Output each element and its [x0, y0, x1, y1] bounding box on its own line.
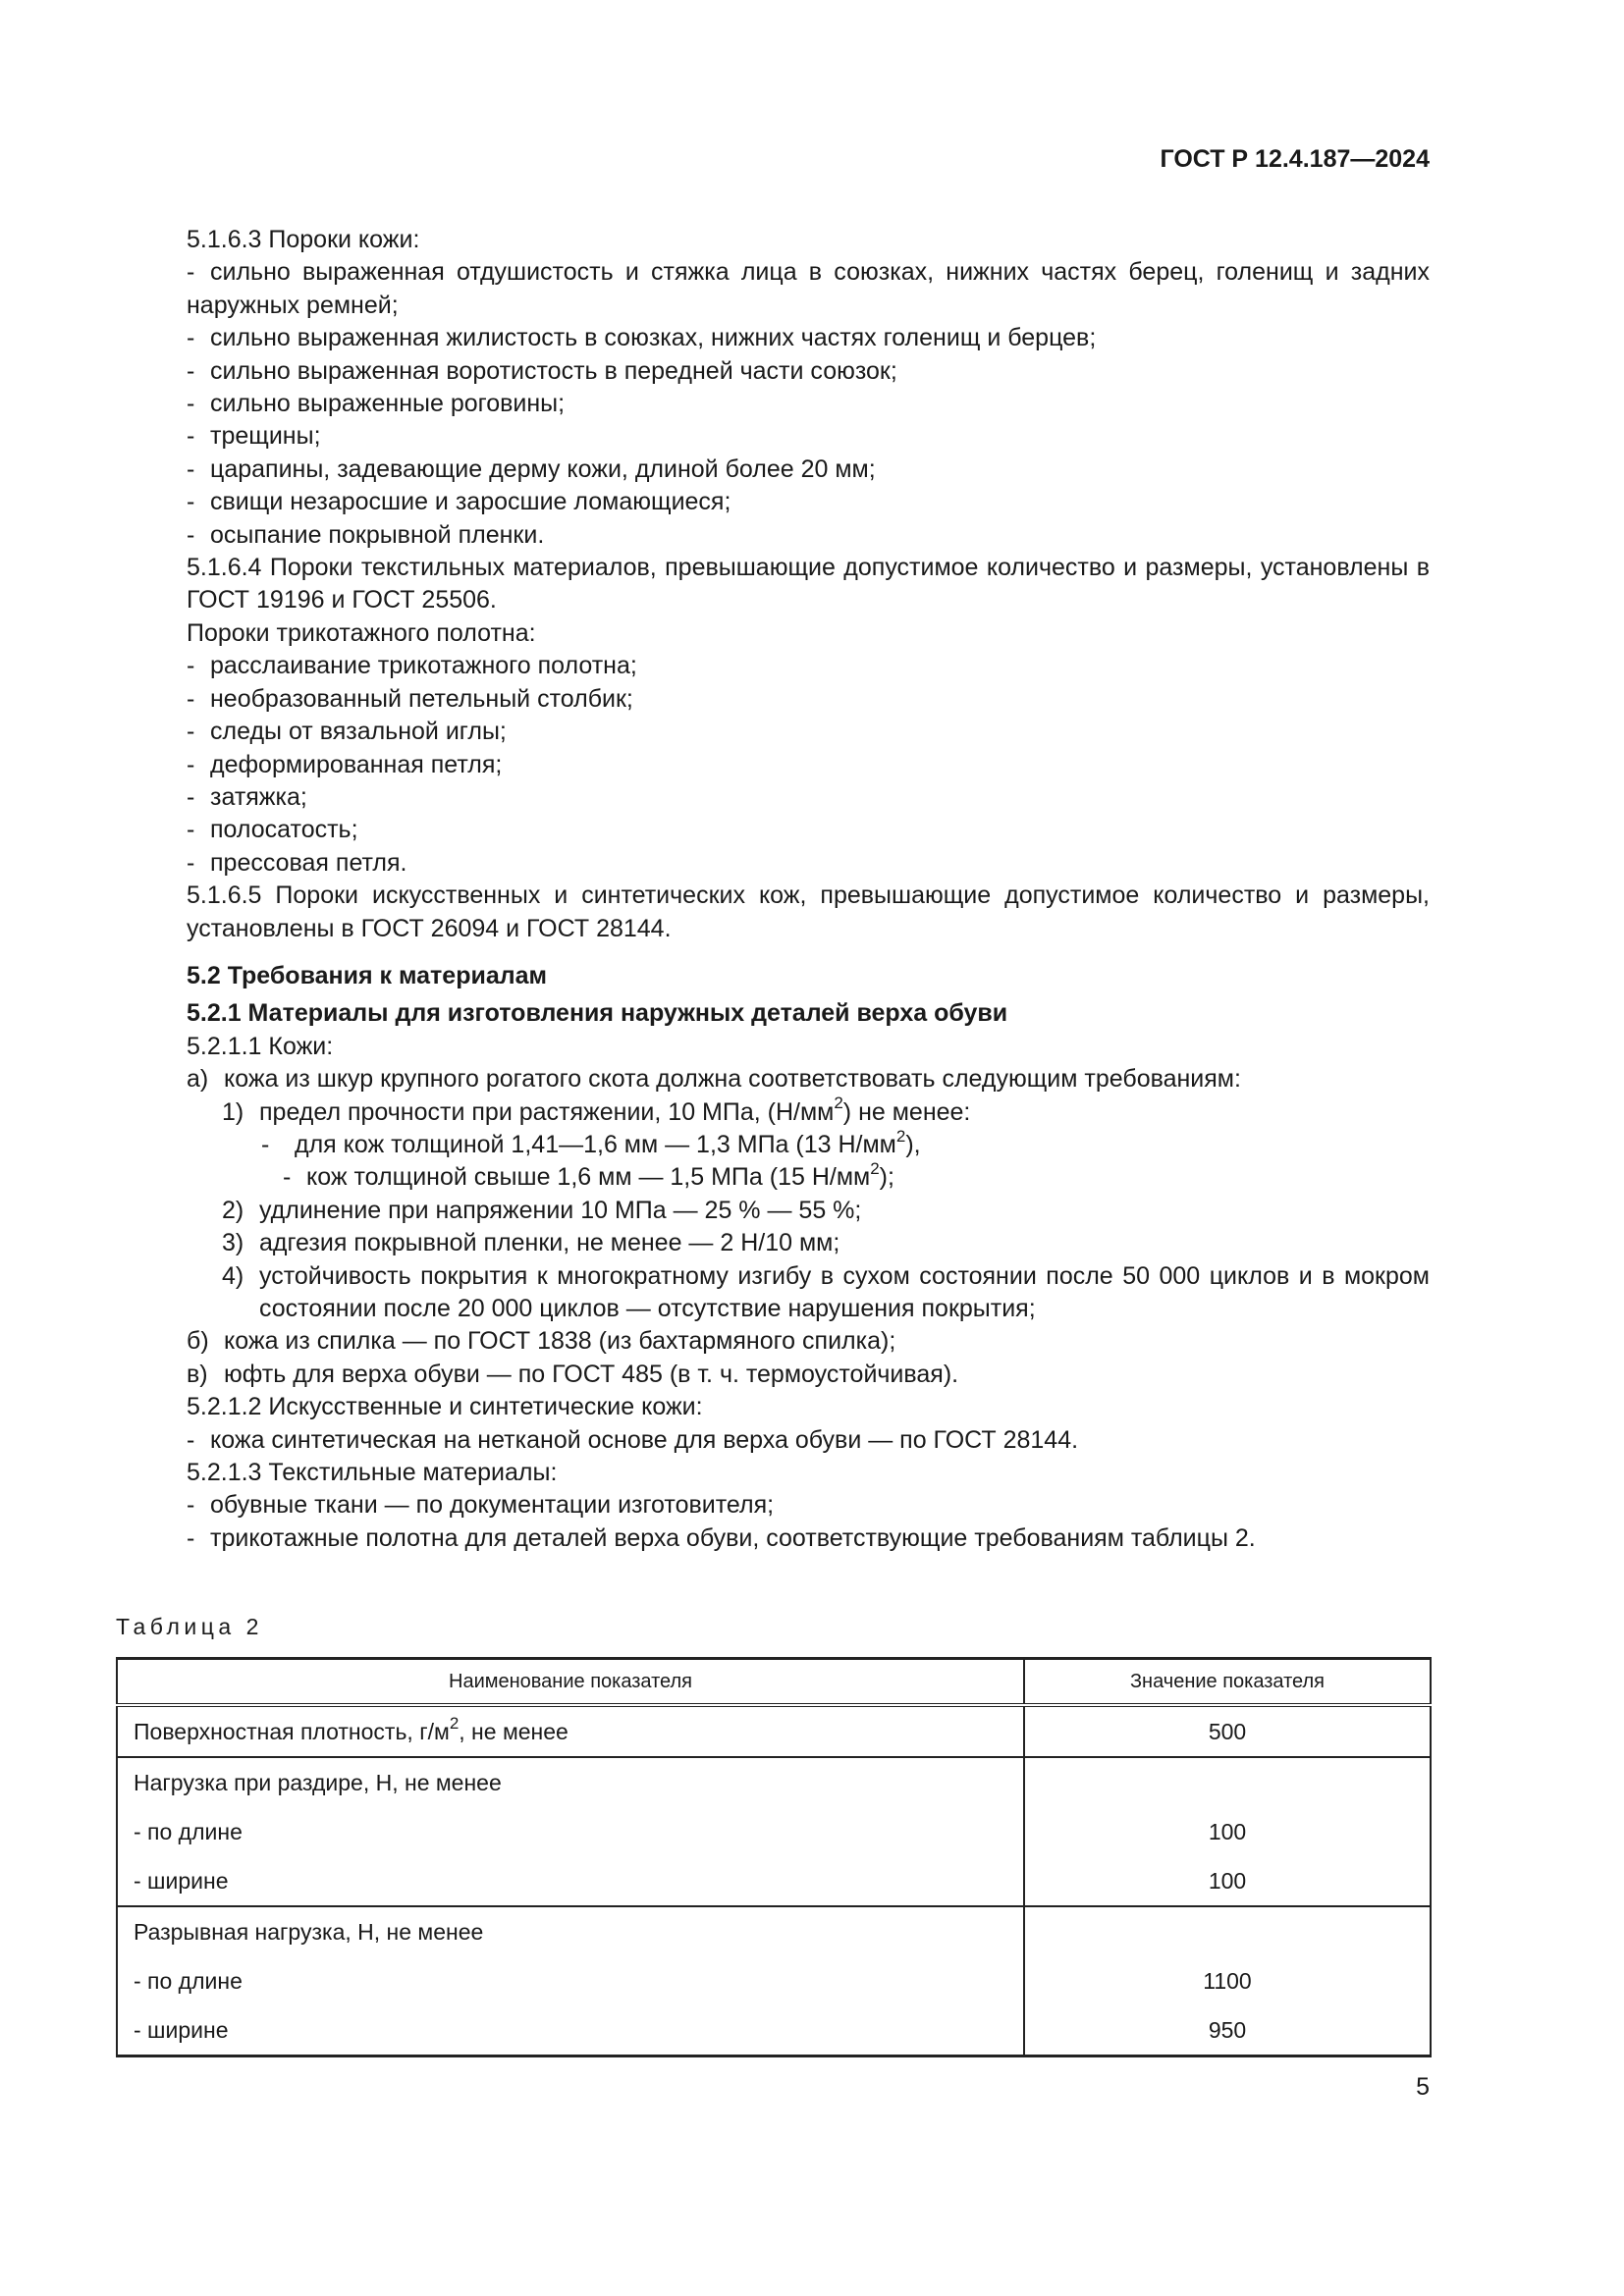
table-row	[117, 1807, 1431, 1856]
table-header-row	[117, 1659, 1431, 1706]
superscript: 2	[895, 1126, 906, 1146]
list-marker: б)	[187, 1327, 209, 1356]
table-cell-value: 1100	[1024, 1956, 1431, 2005]
list-text: адгезия покрывной пленки, не менее — 2 Н/10 мм;	[259, 1229, 840, 1257]
table-cell-label: - по длине	[117, 1807, 1024, 1856]
list-text	[259, 1096, 1430, 1129]
list-item: - деформированная петля;	[116, 749, 1430, 781]
table-row	[117, 1906, 1431, 1956]
clause-5211: 5.2.1.1 Кожи:	[187, 1032, 334, 1060]
numbered-item-3	[116, 1227, 1430, 1259]
list-marker: 1)	[222, 1097, 244, 1126]
list-item: - расслаивание трикотажного полотна;	[116, 650, 1430, 682]
clause-5164: 5.1.6.4 Пороки текстильных материалов, превышающие допустимое количество и размеры, установлены в ГОСТ 19196 и ГОСТ 25506.	[187, 554, 1430, 614]
clause-5163-title: 5.1.6.3 Пороки кожи:	[187, 226, 420, 253]
table-cell-value: 950	[1024, 2005, 1431, 2056]
list-text: кожа из спилка — по ГОСТ 1838 (из бахтармяного спилка);	[224, 1327, 896, 1356]
knit-defects-title: Пороки трикотажного полотна:	[187, 618, 536, 647]
text-part: , не менее	[459, 1718, 568, 1744]
list-item: - прессовая петля.	[116, 847, 1430, 880]
table-cell-label: - по длине	[117, 1956, 1024, 2005]
clause-5213: 5.2.1.3 Текстильные материалы:	[187, 1459, 558, 1487]
superscript: 2	[834, 1094, 843, 1113]
table-cell-label: - ширине	[117, 1856, 1024, 1906]
text-part: предел прочности при растяжении, 10 МПа, (Н/мм	[259, 1097, 835, 1126]
table-row	[117, 1956, 1431, 2005]
list-marker: а)	[187, 1065, 209, 1094]
text-part: ),	[905, 1130, 921, 1158]
list-marker: в)	[187, 1360, 208, 1388]
list-item-v	[116, 1359, 1430, 1391]
document-code-header: ГОСТ Р 12.4.187—2024	[1160, 145, 1430, 173]
list-item: - сильно выраженная отдушистость и стяжка лица в союзках, нижних частях берец, голенищ и задних наружных ремней;	[116, 256, 1430, 322]
table-cell-label	[117, 1705, 1024, 1757]
text-part: ) не менее:	[842, 1097, 971, 1126]
list-marker: 3)	[222, 1229, 244, 1257]
list-item: - осыпание покрывной пленки.	[116, 519, 1430, 552]
list-item: - свищи незаросшие и заросшие ломающиеся;	[116, 486, 1430, 518]
list-text: кожа из шкур крупного рогатого скота должна соответствовать следующим требованиям:	[224, 1065, 1241, 1094]
list-item-a	[116, 1063, 1430, 1095]
section-521-heading: 5.2.1 Материалы для изготовления наружных деталей верха обуви	[187, 999, 1008, 1028]
list-item: - кожа синтетическая на нетканой основе для верха обуви — по ГОСТ 28144.	[116, 1424, 1430, 1457]
list-marker: 4)	[222, 1261, 244, 1290]
list-item: - трикотажные полотна для деталей верха обуви, соответствующие требованиям таблицы 2.	[116, 1522, 1430, 1555]
list-item: - царапины, задевающие дерму кожи, длиной более 20 мм;	[116, 454, 1430, 486]
superscript: 2	[449, 1713, 460, 1733]
table-2	[116, 1657, 1432, 2057]
table-cell-label: Нагрузка при раздире, Н, не менее	[117, 1757, 1024, 1807]
list-marker: 2)	[222, 1196, 244, 1224]
list-item: - необразованный петельный столбик;	[116, 683, 1430, 716]
column-header: Наименование показателя	[117, 1659, 1024, 1706]
numbered-item-2	[116, 1195, 1430, 1227]
table-cell-value: 500	[1024, 1705, 1431, 1757]
table-cell-value: 100	[1024, 1807, 1431, 1856]
table-row	[117, 1705, 1431, 1757]
text-part: кож толщиной свыше 1,6 мм — 1,5 МПа (15 Н/мм	[306, 1163, 871, 1192]
list-text: юфть для верха обуви — по ГОСТ 485 (в т. ч. термоустойчивая).	[224, 1360, 959, 1388]
text-part: );	[879, 1163, 894, 1192]
list-item: - сильно выраженные роговины;	[116, 388, 1430, 420]
table-row	[117, 2005, 1431, 2056]
text-part: Поверхностная плотность, г/м	[134, 1718, 450, 1744]
table-caption: Таблица 2	[116, 1614, 263, 1639]
clause-5212: 5.2.1.2 Искусственные и синтетические кожи:	[187, 1393, 703, 1421]
page-number: 5	[1416, 2073, 1430, 2101]
superscript: 2	[870, 1159, 880, 1179]
section-52-heading: 5.2 Требования к материалам	[187, 961, 548, 989]
table-cell-value	[1024, 1757, 1431, 1807]
numbered-item-4	[116, 1260, 1430, 1326]
list-item: - следы от вязальной иглы;	[116, 716, 1430, 748]
text-part: для кож толщиной 1,41—1,6 мм — 1,3 МПа (13 Н/мм	[295, 1130, 896, 1158]
document-body	[116, 224, 1430, 1555]
table-cell-label: - ширине	[117, 2005, 1024, 2056]
table-row	[117, 1856, 1431, 1906]
list-text: удлинение при напряжении 10 МПа — 25 % — 55 %;	[259, 1196, 862, 1224]
list-item: - сильно выраженная воротистость в передней части союзок;	[116, 355, 1430, 388]
sub-item	[116, 1126, 1430, 1161]
table-cell-value	[1024, 1906, 1431, 1956]
list-item: - трещины;	[116, 420, 1430, 453]
list-text: устойчивость покрытия к многократному изгибу в сухом состоянии после 50 000 циклов и в мокром состоянии после 20 000 циклов — отсутствие нарушения покрытия;	[259, 1261, 1430, 1322]
column-header: Значение показателя	[1024, 1659, 1431, 1706]
table-row	[117, 1757, 1431, 1807]
sub-item	[116, 1161, 1430, 1194]
list-item: - затяжка;	[116, 781, 1430, 814]
list-item: - обувные ткани — по документации изготовителя;	[116, 1489, 1430, 1522]
list-item-b	[116, 1325, 1430, 1358]
numbered-item-1	[116, 1096, 1430, 1129]
list-item: - полосатость;	[116, 814, 1430, 846]
clause-5165: 5.1.6.5 Пороки искусственных и синтетических кож, превышающие допустимое количество и размеры, установлены в ГОСТ 26094 и ГОСТ 28144.	[187, 881, 1430, 942]
table-cell-value: 100	[1024, 1856, 1431, 1906]
table-cell-label: Разрывная нагрузка, Н, не менее	[117, 1906, 1024, 1956]
list-item: - сильно выраженная жилистость в союзках, нижних частях голенищ и берцев;	[116, 322, 1430, 354]
